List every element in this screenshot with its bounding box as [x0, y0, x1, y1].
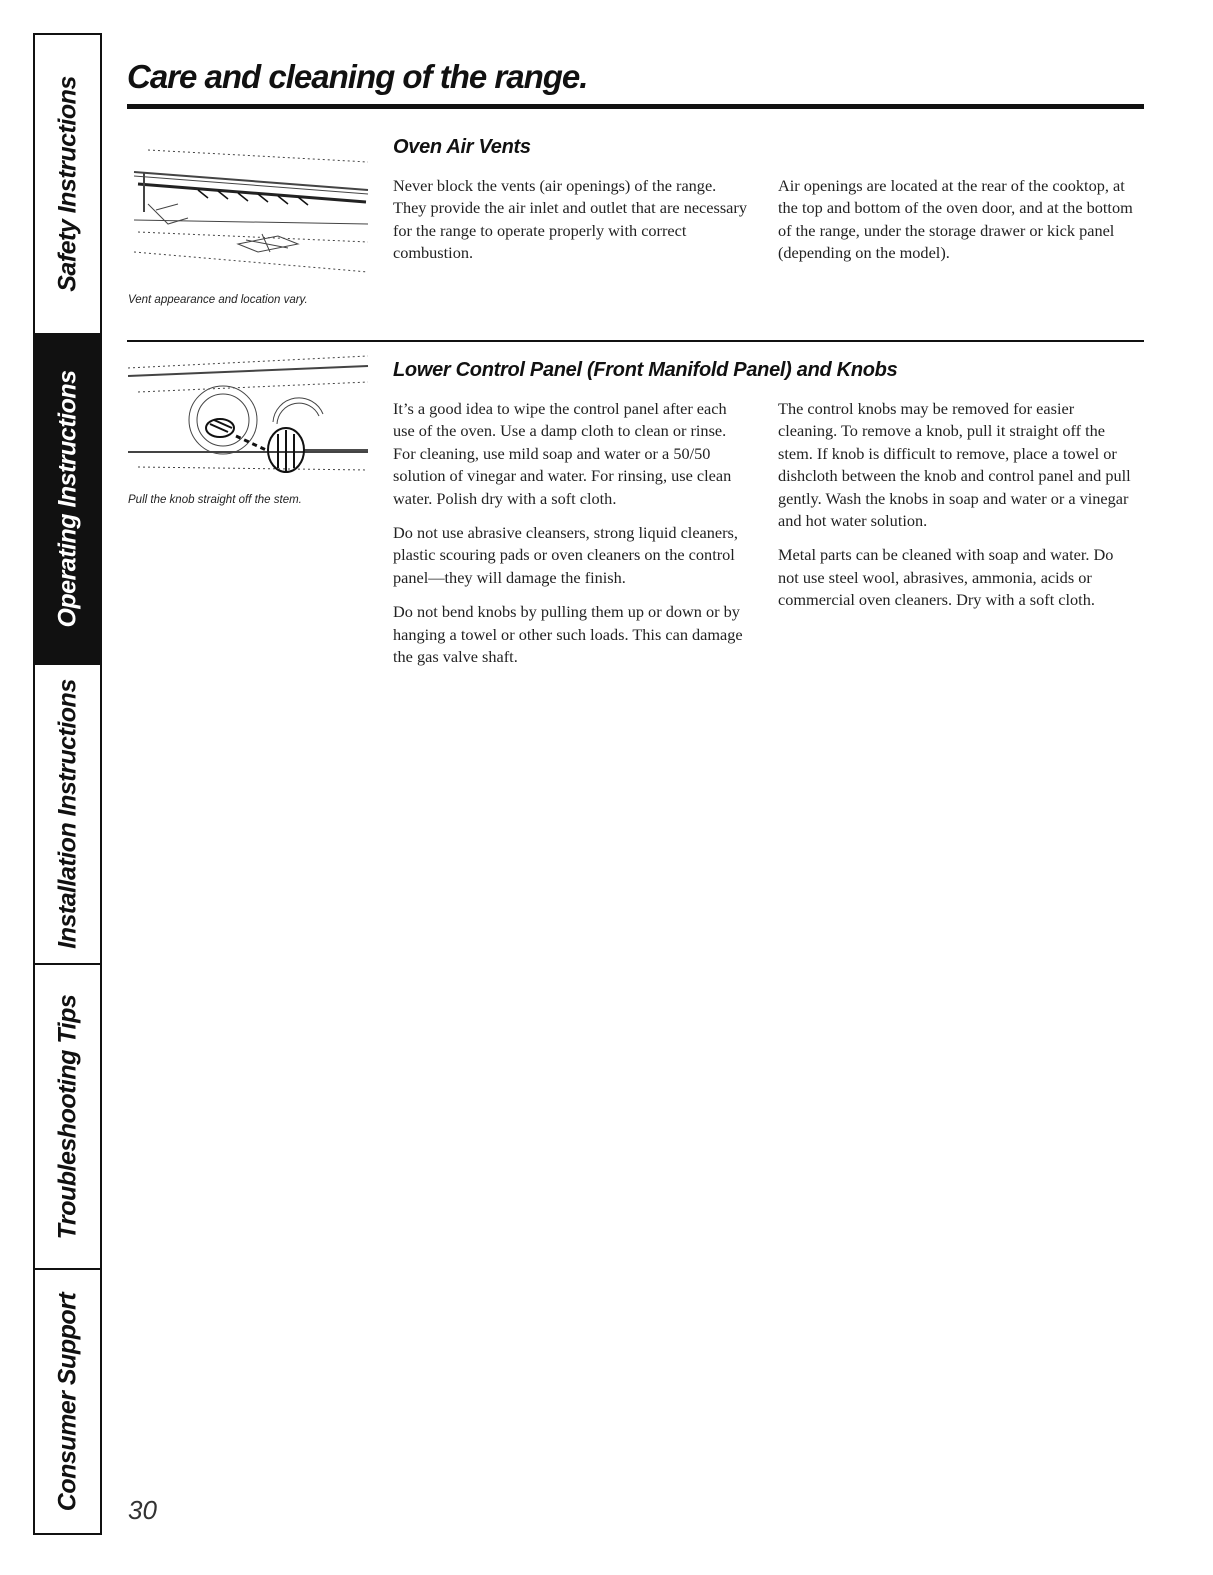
- page-number: 30: [128, 1495, 157, 1525]
- lower-control-panel-heading: Lower Control Panel (Front Manifold Panel) and Knobs: [393, 359, 898, 381]
- paragraph: It’s a good idea to wipe the control panel after each use of the oven. Use a damp cloth to clean or rinse. For cleaning, use mild soap and water or a 50/50 solution of vinegar and water. For rinsing, use clean water. Polish dry with a soft cloth.: [393, 399, 732, 508]
- oven-air-vents-left-column: [393, 175, 748, 277]
- paragraph: Never block the vents (air openings) of the range. They provide the air inlet and outlet that are necessary for the range to operate properly with correct combustion.: [393, 176, 747, 263]
- section-tab-bar: [33, 33, 102, 1535]
- title-rule: [127, 104, 1144, 109]
- tab-label: Consumer Support: [53, 1292, 81, 1511]
- knob-caption: Pull the knob straight off the stem.: [128, 494, 302, 506]
- section-divider: [127, 340, 1144, 342]
- tab-consumer-support[interactable]: [35, 1270, 100, 1533]
- paragraph: The control knobs may be removed for easier cleaning. To remove a knob, pull it straight off the stem. If knob is difficult to remove, place a towel or dishcloth between the knob and control panel and pull gently. Wash the knobs in soap and water or a vinegar and hot water solution.: [778, 399, 1131, 531]
- oven-vent-illustration: [128, 132, 373, 282]
- vent-caption: Vent appearance and location vary.: [128, 294, 308, 306]
- oven-air-vents-heading: Oven Air Vents: [393, 136, 531, 158]
- tab-safety-instructions[interactable]: [35, 35, 100, 335]
- paragraph: Metal parts can be cleaned with soap and water. Do not use steel wool, abrasives, ammonia, acids or commercial oven cleaners. Dry with a soft cloth.: [778, 545, 1114, 610]
- tab-label: Safety Instructions: [53, 76, 81, 292]
- tab-label: Troubleshooting Tips: [53, 994, 81, 1239]
- tab-installation-instructions[interactable]: [35, 665, 100, 965]
- paragraph: Do not bend knobs by pulling them up or down or by hanging a towel or other such loads. This can damage the gas valve shaft.: [393, 602, 743, 667]
- tab-label: Installation Instructions: [53, 679, 81, 949]
- oven-air-vents-right-column: [778, 175, 1133, 277]
- paragraph: Air openings are located at the rear of the cooktop, at the top and bottom of the oven door, and at the bottom of the range, under the storage drawer or kick panel (depending on the model).: [778, 176, 1133, 263]
- tab-label: Operating Instructions: [53, 370, 81, 628]
- control-knob-illustration: [128, 352, 373, 487]
- page-title: Care and cleaning of the range.: [127, 58, 588, 95]
- lower-control-panel-right-column: [778, 398, 1133, 624]
- lower-control-panel-left-column: [393, 398, 748, 680]
- tab-operating-instructions[interactable]: [35, 335, 100, 665]
- tab-troubleshooting-tips[interactable]: [35, 965, 100, 1270]
- paragraph: Do not use abrasive cleansers, strong liquid cleaners, plastic scouring pads or oven cleaners on the control panel—they will damage the finish.: [393, 523, 738, 587]
